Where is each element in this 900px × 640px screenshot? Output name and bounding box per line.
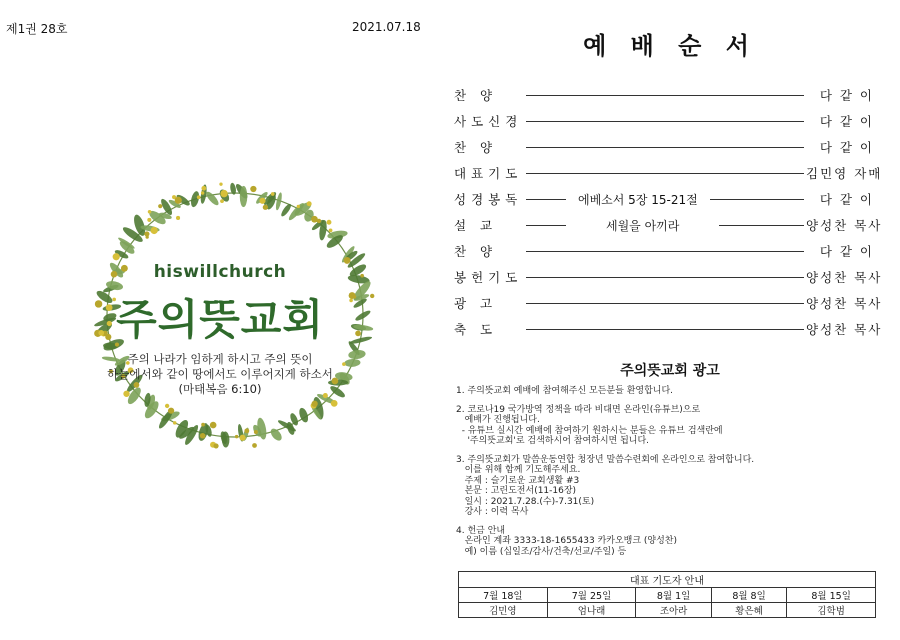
- announcement-line: '주의뜻교회'로 검색하시어 참여하시면 됩니다.: [456, 436, 650, 446]
- announcement-line: 일시 : 2021.7.28.(수)-7.31(토): [456, 496, 595, 507]
- announcement-item: [456, 455, 886, 518]
- order-of-worship: [454, 82, 883, 342]
- leader-line: [526, 329, 804, 330]
- leader-line: [526, 173, 804, 174]
- order-item: [454, 238, 874, 264]
- order-item: [454, 82, 874, 108]
- announcement-line: 온라인 계좌 3333-18-1655433 카카오뱅크 (양성찬): [456, 536, 678, 546]
- table-header-row: [459, 572, 876, 588]
- cover-verse: [0, 352, 440, 397]
- leader-line: [526, 199, 566, 200]
- order-item: [454, 186, 874, 212]
- order-item-leader: 다 같 이: [819, 140, 874, 155]
- order-item: [454, 108, 874, 134]
- announcement-line: 예) 이름 (십일조/감사/건축/선교/주일) 등: [456, 546, 627, 557]
- order-item-label: 설 교: [454, 218, 498, 233]
- order-item-label: 성경봉독: [454, 192, 523, 207]
- table-row: [459, 603, 876, 618]
- leader-line: [526, 303, 804, 304]
- order-item-label: 찬 양: [454, 88, 498, 103]
- order-item-detail: 에베소서 5장 15-21절: [568, 191, 708, 208]
- leader-line: [526, 277, 804, 278]
- issue-number: 제1권 28호: [6, 22, 68, 36]
- announcement-line: 3. 주의뜻교회가 말씀운동연합 청장년 말씀수련회에 온라인으로 참여합니다.: [456, 454, 755, 465]
- table-cell: 8월 1일: [636, 588, 711, 603]
- order-item-label: 대표기도: [454, 166, 523, 181]
- church-name-en: hiswillchurch: [153, 262, 287, 282]
- table-cell: 8월 15일: [787, 588, 876, 603]
- verse-line: 주의 나라가 임하게 하시고 주의 뜻이: [127, 352, 313, 366]
- table-cell: 8월 8일: [711, 588, 786, 603]
- announcement-line: 이를 위해 함께 기도해주세요.: [456, 465, 581, 475]
- announcement-line: 1. 주의뜻교회 예배에 참여해주신 모든분들 환영합니다.: [456, 386, 674, 396]
- table-cell: 조아라: [636, 603, 711, 618]
- order-item-leader: 다 같 이: [819, 244, 874, 259]
- table-cell: 7월 18일: [459, 588, 548, 603]
- order-item-label: 사도신경: [454, 114, 523, 129]
- content-panel: [440, 0, 900, 640]
- order-title: 예 배 순 서: [583, 32, 757, 60]
- order-item-leader: 양성찬 목사: [806, 296, 883, 311]
- leader-line: [526, 147, 804, 148]
- order-item-label: 찬 양: [454, 140, 498, 155]
- announcement-line: 주제 : 슬기로운 교회생활 #3: [456, 475, 580, 486]
- cover-panel: [0, 0, 440, 640]
- verse-reference: (마태복음 6:10): [178, 382, 262, 396]
- announcement-item: [456, 526, 886, 558]
- order-item-leader: 양성찬 목사: [806, 322, 883, 337]
- announcement-line: 예배가 진행됩니다.: [456, 415, 540, 425]
- announcement-line: 2. 코로나19 국가방역 정책을 따라 비대면 온라인(유튜브)으로: [456, 404, 701, 415]
- sermon-title: 세월을 아끼라: [568, 217, 717, 234]
- leader-line: [526, 121, 804, 122]
- table-cell: 김민영: [459, 603, 548, 618]
- announcements: [456, 386, 886, 565]
- order-item: [454, 290, 883, 316]
- order-item: [454, 264, 883, 290]
- church-name-ko: 주의뜻교회: [116, 295, 324, 344]
- order-item: [454, 316, 883, 342]
- leader-line: [526, 251, 804, 252]
- announcement-line: 4. 헌금 안내: [456, 525, 506, 536]
- order-item-leader: 다 같 이: [819, 192, 874, 207]
- order-item-leader: 양성찬 목사: [806, 270, 883, 285]
- bulletin-date: 2021.07.18: [352, 20, 421, 34]
- order-item-leader: 다 같 이: [819, 88, 874, 103]
- order-item-label: 찬 양: [454, 244, 498, 259]
- announcement-line: - 유튜브 실시간 예배에 참여하기 원하시는 분들은 유튜브 검색란에: [456, 425, 723, 436]
- announcement-item: [456, 405, 886, 447]
- order-item: [454, 160, 883, 186]
- table-cell: 엄나래: [547, 603, 636, 618]
- order-item-leader: 김민영 자매: [806, 166, 883, 181]
- leader-line: [710, 199, 804, 200]
- order-item-label: 광 고: [454, 296, 498, 311]
- order-item-label: 봉헌기도: [454, 270, 523, 285]
- announcement-line: 본문 : 고린도전서(11-16장): [456, 486, 577, 496]
- leader-line: [526, 225, 566, 226]
- order-item: [454, 212, 883, 238]
- order-item-leader: 다 같 이: [819, 114, 874, 129]
- table-row: [459, 588, 876, 603]
- order-item-label: 축 도: [454, 322, 498, 337]
- verse-line: 하늘에서와 같이 땅에서도 이루어지게 하소서: [107, 367, 333, 381]
- table-cell: 김학범: [787, 603, 876, 618]
- announcement-item: [456, 386, 886, 397]
- prayer-schedule-title: 대표 기도자 안내: [459, 572, 876, 588]
- leader-line: [719, 225, 804, 226]
- order-item: [454, 134, 874, 160]
- leader-line: [526, 95, 804, 96]
- table-cell: 황은혜: [711, 603, 786, 618]
- announcement-line: 강사 : 이력 목사: [456, 507, 529, 517]
- order-item-leader: 양성찬 목사: [806, 218, 883, 233]
- prayer-schedule-table: [458, 571, 876, 618]
- announcements-title: 주의뜻교회 광고: [620, 363, 720, 379]
- table-cell: 7월 25일: [547, 588, 636, 603]
